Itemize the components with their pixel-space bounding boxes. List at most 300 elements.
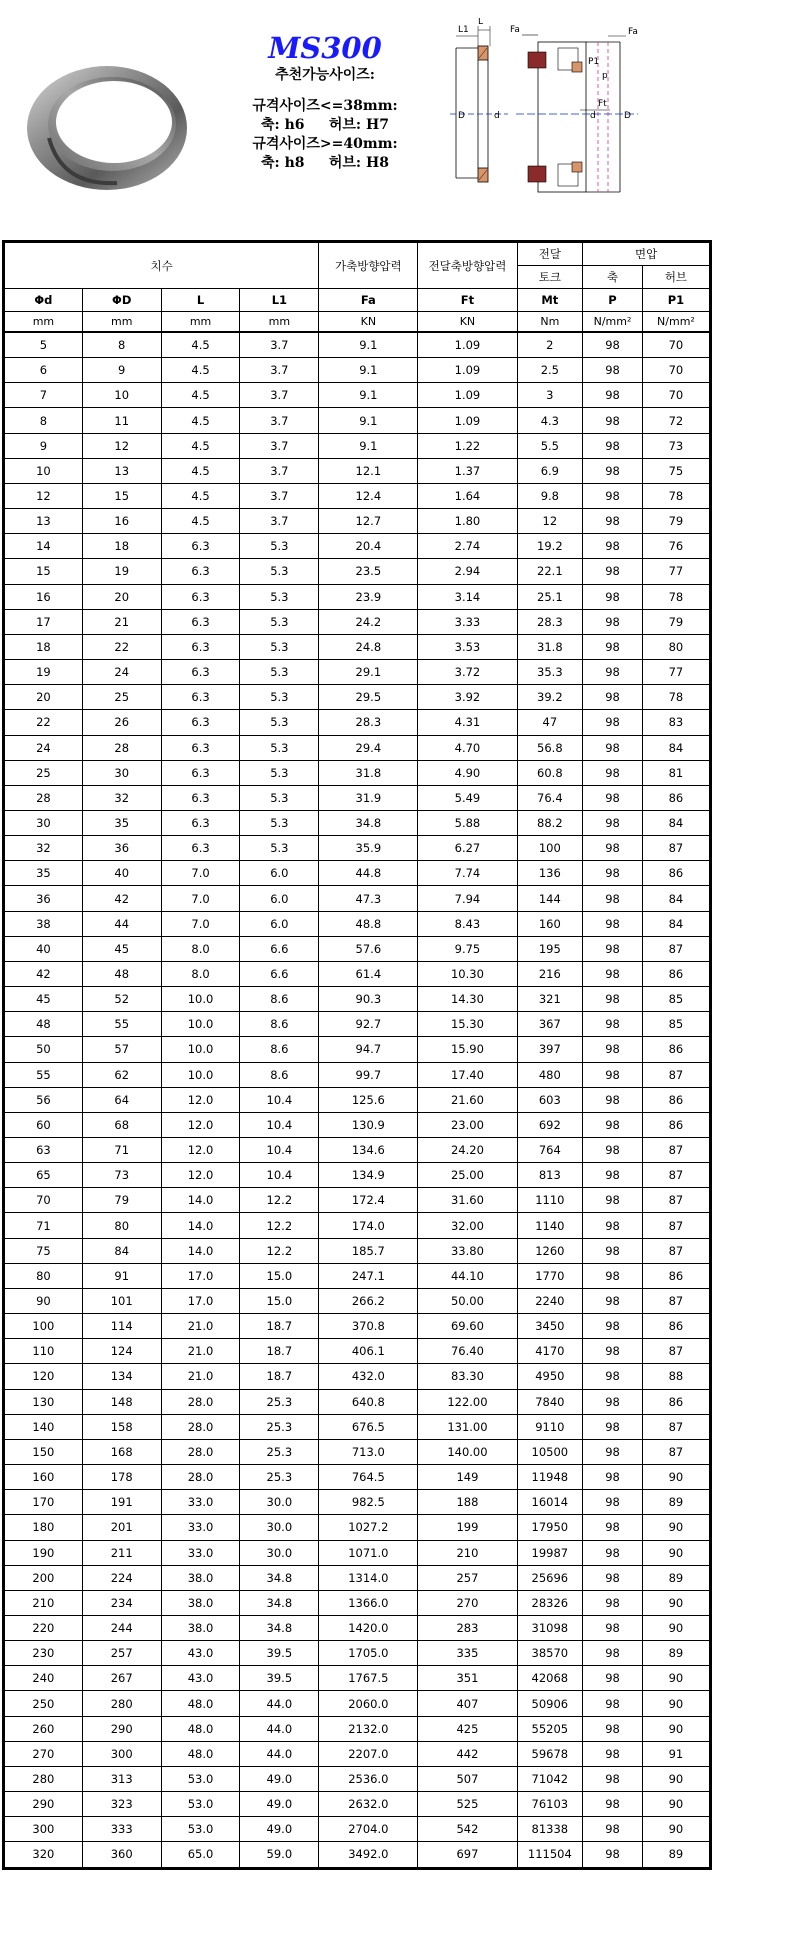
table-cell: 73 xyxy=(82,1163,161,1188)
table-cell: 88.2 xyxy=(517,810,583,835)
table-cell: 1110 xyxy=(517,1188,583,1213)
table-cell: 12.2 xyxy=(240,1188,319,1213)
table-cell: 10.0 xyxy=(161,1062,240,1087)
table-cell: 98 xyxy=(583,1339,643,1364)
table-cell: 6 xyxy=(4,358,83,383)
table-cell: 692 xyxy=(517,1112,583,1137)
table-row xyxy=(4,1490,711,1515)
table-cell: 98 xyxy=(583,861,643,886)
table-cell: 64 xyxy=(82,1087,161,1112)
table-cell: 57.6 xyxy=(319,936,418,961)
table-cell: 313 xyxy=(82,1766,161,1791)
table-cell: 50906 xyxy=(517,1691,583,1716)
table-cell: 86 xyxy=(642,961,710,986)
table-cell: 7 xyxy=(4,383,83,408)
table-cell: 76103 xyxy=(517,1792,583,1817)
table-row xyxy=(4,332,711,358)
table-row xyxy=(4,1112,711,1137)
table-cell: 28.0 xyxy=(161,1439,240,1464)
table-cell: 1.09 xyxy=(418,408,517,433)
table-cell: 6.3 xyxy=(161,660,240,685)
table-cell: 6.3 xyxy=(161,785,240,810)
table-cell: 2240 xyxy=(517,1288,583,1313)
table-cell: 47 xyxy=(517,710,583,735)
table-row xyxy=(4,1364,711,1389)
table-cell: 98 xyxy=(583,1062,643,1087)
table-cell: 98 xyxy=(583,458,643,483)
table-cell: 2536.0 xyxy=(319,1766,418,1791)
table-cell: 28326 xyxy=(517,1590,583,1615)
table-row xyxy=(4,358,711,383)
table-cell: 2632.0 xyxy=(319,1792,418,1817)
header-fa-group: 가축방향압력 xyxy=(319,242,418,289)
table-cell: 83.30 xyxy=(418,1364,517,1389)
table-row xyxy=(4,609,711,634)
table-cell: 12 xyxy=(82,433,161,458)
table-row xyxy=(4,1741,711,1766)
table-cell: 25.3 xyxy=(240,1465,319,1490)
table-cell: 30.0 xyxy=(240,1515,319,1540)
table-cell: 149 xyxy=(418,1465,517,1490)
table-row xyxy=(4,1163,711,1188)
table-cell: 713.0 xyxy=(319,1439,418,1464)
table-cell: 6.3 xyxy=(161,534,240,559)
table-row xyxy=(4,1590,711,1615)
table-cell: 9.8 xyxy=(517,483,583,508)
table-cell: 130.9 xyxy=(319,1112,418,1137)
table-cell: 6.3 xyxy=(161,810,240,835)
table-cell: 73 xyxy=(642,433,710,458)
table-cell: 4.5 xyxy=(161,483,240,508)
table-cell: 2.5 xyxy=(517,358,583,383)
table-cell: 12.2 xyxy=(240,1238,319,1263)
table-cell: 98 xyxy=(583,1439,643,1464)
table-cell: 38.0 xyxy=(161,1565,240,1590)
table-cell: 210 xyxy=(418,1540,517,1565)
table-cell: 98 xyxy=(583,987,643,1012)
col-symbol: P1 xyxy=(642,289,710,312)
table-cell: 110 xyxy=(4,1339,83,1364)
table-cell: 22 xyxy=(4,710,83,735)
table-cell: 3 xyxy=(517,383,583,408)
table-row xyxy=(4,1766,711,1791)
table-cell: 98 xyxy=(583,534,643,559)
table-cell: 32 xyxy=(4,836,83,861)
table-cell: 71042 xyxy=(517,1766,583,1791)
table-cell: 8 xyxy=(82,332,161,358)
table-cell: 38 xyxy=(4,911,83,936)
table-row xyxy=(4,433,711,458)
table-cell: 1.80 xyxy=(418,509,517,534)
table-cell: 17 xyxy=(4,609,83,634)
table-row xyxy=(4,1389,711,1414)
table-cell: 89 xyxy=(642,1565,710,1590)
table-cell: 98 xyxy=(583,1188,643,1213)
table-row xyxy=(4,961,711,986)
table-cell: 87 xyxy=(642,1062,710,1087)
table-cell: 12.1 xyxy=(319,458,418,483)
table-cell: 87 xyxy=(642,1414,710,1439)
table-cell: 2132.0 xyxy=(319,1716,418,1741)
table-cell: 33.0 xyxy=(161,1515,240,1540)
table-cell: 88 xyxy=(642,1364,710,1389)
table-cell: 20.4 xyxy=(319,534,418,559)
table-cell: 234 xyxy=(82,1590,161,1615)
table-cell: 1420.0 xyxy=(319,1615,418,1640)
table-cell: 98 xyxy=(583,609,643,634)
table-cell: 25.3 xyxy=(240,1439,319,1464)
label-p: p xyxy=(602,71,608,81)
table-cell: 17.0 xyxy=(161,1288,240,1313)
table-cell: 38570 xyxy=(517,1641,583,1666)
table-cell: 98 xyxy=(583,836,643,861)
table-cell: 5.3 xyxy=(240,584,319,609)
table-cell: 98 xyxy=(583,660,643,685)
table-cell: 24.8 xyxy=(319,634,418,659)
table-cell: 33.80 xyxy=(418,1238,517,1263)
label-L: L xyxy=(478,18,484,27)
table-cell: 111504 xyxy=(517,1842,583,1868)
table-cell: 50 xyxy=(4,1037,83,1062)
table-cell: 7.0 xyxy=(161,886,240,911)
col-symbol: P xyxy=(583,289,643,312)
table-cell: 98 xyxy=(583,1364,643,1389)
table-cell: 124 xyxy=(82,1339,161,1364)
table-cell: 191 xyxy=(82,1490,161,1515)
table-cell: 34.8 xyxy=(240,1590,319,1615)
table-row xyxy=(4,559,711,584)
table-cell: 2 xyxy=(517,332,583,358)
table-cell: 1.22 xyxy=(418,433,517,458)
header-ft-group: 전달축방향압력 xyxy=(418,242,517,289)
table-cell: 10.0 xyxy=(161,1037,240,1062)
table-cell: 48 xyxy=(4,1012,83,1037)
table-cell: 90 xyxy=(642,1792,710,1817)
col-symbol: Φd xyxy=(4,289,83,312)
table-cell: 98 xyxy=(583,1565,643,1590)
table-cell: 6.0 xyxy=(240,886,319,911)
table-cell: 56.8 xyxy=(517,735,583,760)
table-cell: 240 xyxy=(4,1666,83,1691)
table-cell: 6.3 xyxy=(161,634,240,659)
table-cell: 90 xyxy=(642,1691,710,1716)
table-cell: 6.6 xyxy=(240,936,319,961)
table-cell: 98 xyxy=(583,936,643,961)
table-cell: 91 xyxy=(82,1263,161,1288)
table-cell: 125.6 xyxy=(319,1087,418,1112)
table-cell: 480 xyxy=(517,1062,583,1087)
table-cell: 16 xyxy=(82,509,161,534)
table-cell: 1.09 xyxy=(418,358,517,383)
table-cell: 270 xyxy=(418,1590,517,1615)
table-cell: 24 xyxy=(82,660,161,685)
table-cell: 140 xyxy=(4,1414,83,1439)
label-Fa-left: Fa xyxy=(510,25,520,35)
table-cell: 31.8 xyxy=(319,760,418,785)
table-cell: 9.1 xyxy=(319,358,418,383)
table-cell: 57 xyxy=(82,1037,161,1062)
table-cell: 90 xyxy=(642,1515,710,1540)
table-cell: 34.8 xyxy=(240,1565,319,1590)
table-cell: 4.70 xyxy=(418,735,517,760)
table-cell: 26 xyxy=(82,710,161,735)
table-cell: 16014 xyxy=(517,1490,583,1515)
table-row xyxy=(4,660,711,685)
table-cell: 178 xyxy=(82,1465,161,1490)
table-cell: 280 xyxy=(82,1691,161,1716)
table-cell: 30 xyxy=(82,760,161,785)
table-row xyxy=(4,1615,711,1640)
label-d-right: d xyxy=(590,111,596,121)
table-cell: 94.7 xyxy=(319,1037,418,1062)
table-cell: 98 xyxy=(583,1766,643,1791)
table-cell: 140.00 xyxy=(418,1439,517,1464)
table-cell: 1.64 xyxy=(418,483,517,508)
table-cell: 56 xyxy=(4,1087,83,1112)
table-body xyxy=(4,332,711,1868)
col-unit: KN xyxy=(418,312,517,333)
table-cell: 98 xyxy=(583,735,643,760)
table-cell: 87 xyxy=(642,1288,710,1313)
table-cell: 86 xyxy=(642,1263,710,1288)
table-cell: 30 xyxy=(4,810,83,835)
table-cell: 14 xyxy=(4,534,83,559)
table-cell: 65.0 xyxy=(161,1842,240,1868)
col-unit: N/mm² xyxy=(642,312,710,333)
col-unit: KN xyxy=(319,312,418,333)
table-cell: 48.0 xyxy=(161,1691,240,1716)
table-cell: 397 xyxy=(517,1037,583,1062)
col-unit: mm xyxy=(4,312,83,333)
table-cell: 28.0 xyxy=(161,1389,240,1414)
table-cell: 3450 xyxy=(517,1314,583,1339)
table-cell: 244 xyxy=(82,1615,161,1640)
table-cell: 49.0 xyxy=(240,1817,319,1842)
table-cell: 5.3 xyxy=(240,609,319,634)
col-unit: Nm xyxy=(517,312,583,333)
table-row xyxy=(4,1012,711,1037)
table-cell: 9.1 xyxy=(319,383,418,408)
col-symbol: Ft xyxy=(418,289,517,312)
table-cell: 44.8 xyxy=(319,861,418,886)
table-cell: 47.3 xyxy=(319,886,418,911)
table-cell: 290 xyxy=(82,1716,161,1741)
table-cell: 23.00 xyxy=(418,1112,517,1137)
table-row xyxy=(4,634,711,659)
table-cell: 21.0 xyxy=(161,1364,240,1389)
table-cell: 98 xyxy=(583,1389,643,1414)
table-cell: 87 xyxy=(642,1163,710,1188)
table-cell: 160 xyxy=(4,1465,83,1490)
table-cell: 10 xyxy=(4,458,83,483)
table-cell: 3.7 xyxy=(240,433,319,458)
table-cell: 4170 xyxy=(517,1339,583,1364)
table-cell: 1314.0 xyxy=(319,1565,418,1590)
table-cell: 89 xyxy=(642,1641,710,1666)
table-cell: 17.0 xyxy=(161,1263,240,1288)
table-cell: 6.27 xyxy=(418,836,517,861)
table-cell: 21.0 xyxy=(161,1314,240,1339)
table-cell: 3492.0 xyxy=(319,1842,418,1868)
table-cell: 98 xyxy=(583,1490,643,1515)
table-cell: 48.8 xyxy=(319,911,418,936)
table-cell: 35 xyxy=(82,810,161,835)
col-symbol: Fa xyxy=(319,289,418,312)
table-cell: 87 xyxy=(642,1238,710,1263)
table-cell: 70 xyxy=(642,358,710,383)
table-cell: 98 xyxy=(583,1741,643,1766)
table-row xyxy=(4,1691,711,1716)
header-torque: 토크 xyxy=(517,266,583,289)
table-cell: 80 xyxy=(642,634,710,659)
table-cell: 134 xyxy=(82,1364,161,1389)
table-cell: 9.75 xyxy=(418,936,517,961)
table-row xyxy=(4,760,711,785)
table-cell: 75 xyxy=(642,458,710,483)
table-cell: 98 xyxy=(583,710,643,735)
table-cell: 49.0 xyxy=(240,1792,319,1817)
table-cell: 98 xyxy=(583,1012,643,1037)
table-cell: 36 xyxy=(4,886,83,911)
table-cell: 3.7 xyxy=(240,383,319,408)
table-cell: 697 xyxy=(418,1842,517,1868)
table-cell: 4950 xyxy=(517,1364,583,1389)
table-cell: 98 xyxy=(583,1615,643,1640)
table-cell: 3.7 xyxy=(240,358,319,383)
table-cell: 130 xyxy=(4,1389,83,1414)
table-cell: 98 xyxy=(583,911,643,936)
table-cell: 150 xyxy=(4,1439,83,1464)
table-cell: 11948 xyxy=(517,1465,583,1490)
table-cell: 12 xyxy=(517,509,583,534)
table-cell: 10.4 xyxy=(240,1087,319,1112)
table-cell: 507 xyxy=(418,1766,517,1791)
table-cell: 35.9 xyxy=(319,836,418,861)
table-cell: 5.3 xyxy=(240,710,319,735)
ring-product-image xyxy=(22,58,192,208)
table-cell: 764.5 xyxy=(319,1465,418,1490)
table-cell: 257 xyxy=(418,1565,517,1590)
table-cell: 86 xyxy=(642,1112,710,1137)
table-cell: 87 xyxy=(642,936,710,961)
label-D-left: D xyxy=(458,111,465,121)
table-cell: 23.5 xyxy=(319,559,418,584)
table-cell: 28.3 xyxy=(319,710,418,735)
table-cell: 542 xyxy=(418,1817,517,1842)
table-cell: 76.4 xyxy=(517,785,583,810)
table-cell: 44 xyxy=(82,911,161,936)
table-cell: 3.92 xyxy=(418,685,517,710)
table-cell: 85 xyxy=(642,1012,710,1037)
col-unit: mm xyxy=(82,312,161,333)
table-cell: 39.5 xyxy=(240,1641,319,1666)
table-row xyxy=(4,1288,711,1313)
table-cell: 87 xyxy=(642,1339,710,1364)
table-cell: 98 xyxy=(583,1842,643,1868)
table-cell: 28.3 xyxy=(517,609,583,634)
table-cell: 7.94 xyxy=(418,886,517,911)
table-row xyxy=(4,1515,711,1540)
table-row xyxy=(4,584,711,609)
table-cell: 8.0 xyxy=(161,961,240,986)
table-cell: 17950 xyxy=(517,1515,583,1540)
table-cell: 98 xyxy=(583,760,643,785)
table-cell: 3.14 xyxy=(418,584,517,609)
table-row xyxy=(4,735,711,760)
table-cell: 5.3 xyxy=(240,836,319,861)
table-cell: 180 xyxy=(4,1515,83,1540)
table-cell: 59678 xyxy=(517,1741,583,1766)
label-L1: L1 xyxy=(458,25,469,35)
table-cell: 44.0 xyxy=(240,1741,319,1766)
table-cell: 525 xyxy=(418,1792,517,1817)
table-cell: 5.3 xyxy=(240,534,319,559)
table-cell: 98 xyxy=(583,1037,643,1062)
table-cell: 21.0 xyxy=(161,1339,240,1364)
table-cell: 52 xyxy=(82,987,161,1012)
product-title: MS300 xyxy=(268,31,382,65)
table-cell: 2.74 xyxy=(418,534,517,559)
table-cell: 335 xyxy=(418,1641,517,1666)
table-cell: 99.7 xyxy=(319,1062,418,1087)
table-cell: 28 xyxy=(4,785,83,810)
table-cell: 80 xyxy=(82,1213,161,1238)
table-cell: 19 xyxy=(82,559,161,584)
table-cell: 12.4 xyxy=(319,483,418,508)
table-cell: 134.9 xyxy=(319,1163,418,1188)
table-cell: 90 xyxy=(642,1465,710,1490)
table-row xyxy=(4,886,711,911)
table-cell: 16 xyxy=(4,584,83,609)
col-unit: mm xyxy=(240,312,319,333)
table-cell: 98 xyxy=(583,1213,643,1238)
col-symbol: ΦD xyxy=(82,289,161,312)
table-row xyxy=(4,1641,711,1666)
table-cell: 53.0 xyxy=(161,1766,240,1791)
table-cell: 370.8 xyxy=(319,1314,418,1339)
table-cell: 29.1 xyxy=(319,660,418,685)
table-cell: 425 xyxy=(418,1716,517,1741)
table-cell: 21.60 xyxy=(418,1087,517,1112)
table-cell: 79 xyxy=(642,609,710,634)
table-cell: 14.30 xyxy=(418,987,517,1012)
table-cell: 6.3 xyxy=(161,836,240,861)
table-cell: 38.0 xyxy=(161,1590,240,1615)
table-cell: 17.40 xyxy=(418,1062,517,1087)
table-cell: 8.0 xyxy=(161,936,240,961)
table-cell: 6.0 xyxy=(240,861,319,886)
table-cell: 2704.0 xyxy=(319,1817,418,1842)
table-cell: 90 xyxy=(642,1666,710,1691)
table-cell: 98 xyxy=(583,332,643,358)
table-cell: 190 xyxy=(4,1540,83,1565)
table-cell: 5.3 xyxy=(240,785,319,810)
table-cell: 9.1 xyxy=(319,433,418,458)
table-cell: 89 xyxy=(642,1842,710,1868)
table-cell: 18.7 xyxy=(240,1314,319,1339)
table-row xyxy=(4,1062,711,1087)
table-cell: 172.4 xyxy=(319,1188,418,1213)
col-symbol: L1 xyxy=(240,289,319,312)
table-cell: 15 xyxy=(82,483,161,508)
table-cell: 160 xyxy=(517,911,583,936)
table-cell: 81338 xyxy=(517,1817,583,1842)
table-cell: 77 xyxy=(642,660,710,685)
table-row xyxy=(4,1238,711,1263)
table-cell: 98 xyxy=(583,1112,643,1137)
table-cell: 148 xyxy=(82,1389,161,1414)
table-cell: 7840 xyxy=(517,1389,583,1414)
